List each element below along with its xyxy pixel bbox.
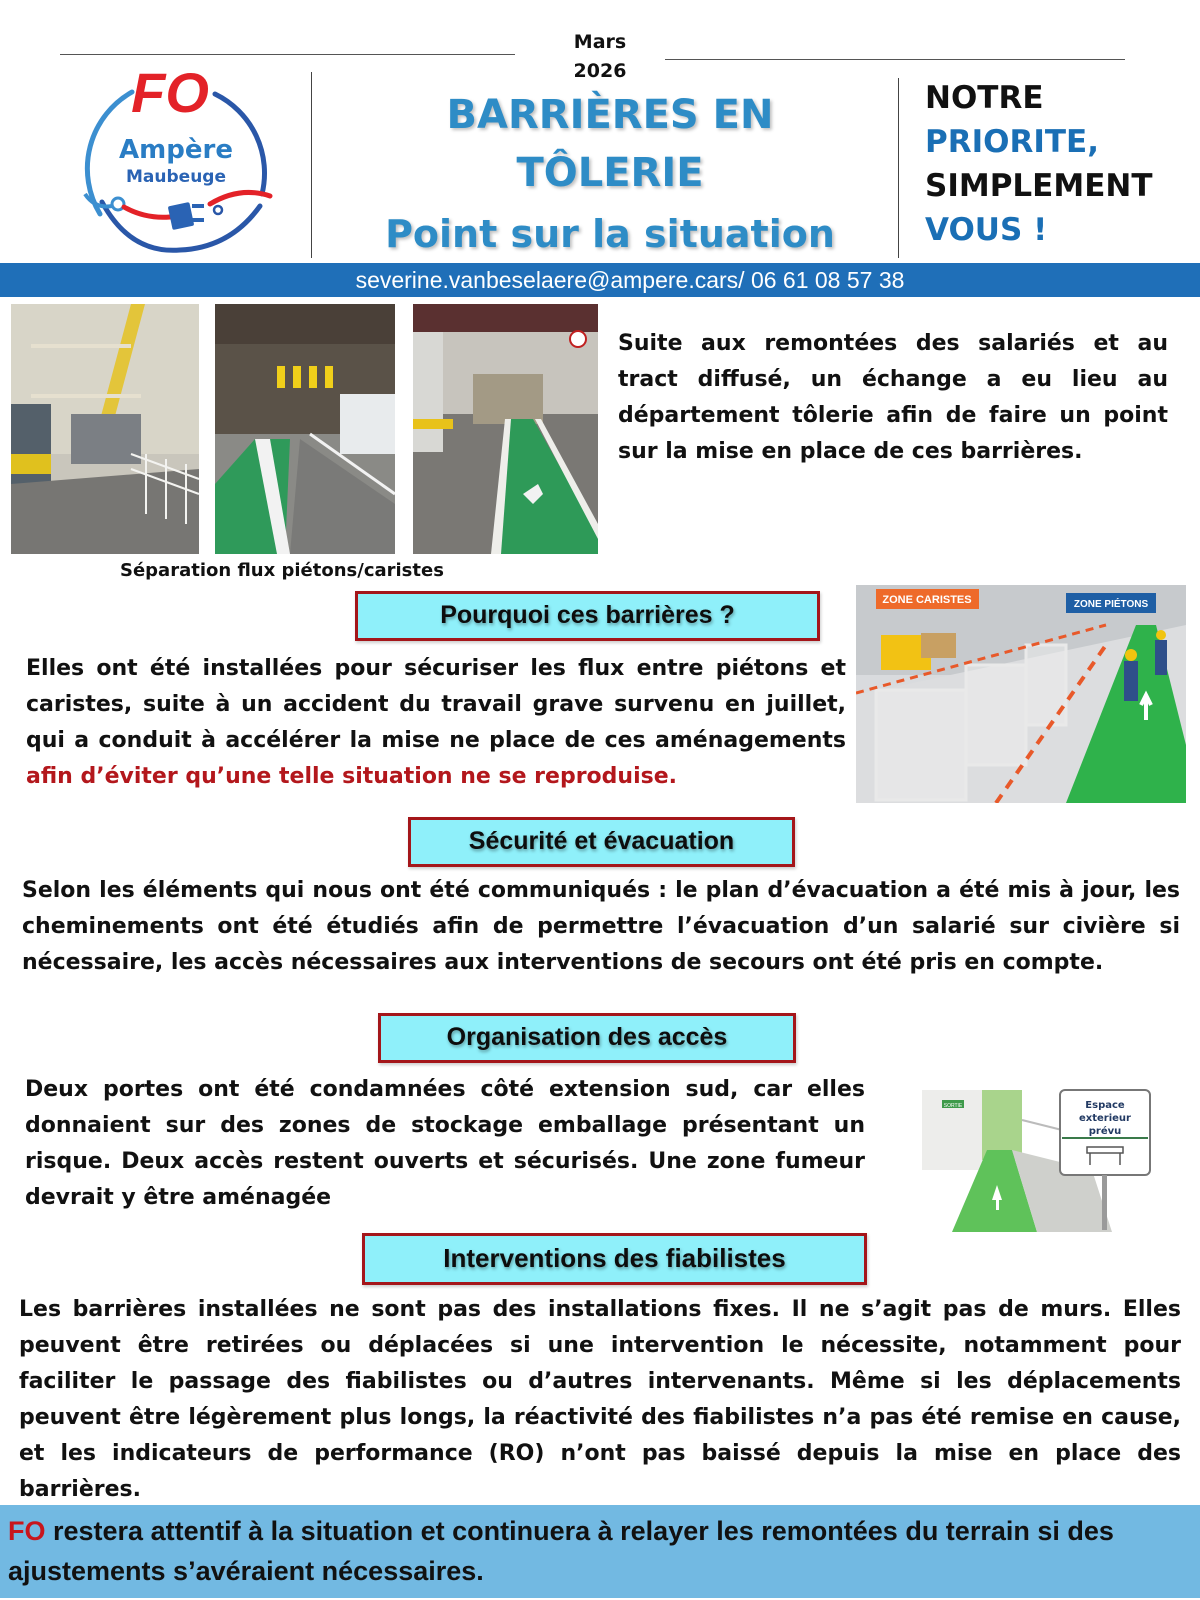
illustration-zones xyxy=(856,585,1186,803)
intro-text: Suite aux remontées des salariés et au tract diffusé, un échange a eu lieu au département tôlerie afin de faire un point sur la mise en place de ces barrières. xyxy=(618,331,1168,464)
heading-pourquoi xyxy=(355,591,820,641)
exit-sign-label: SORTIE xyxy=(943,1103,963,1109)
tagline-line-1: NOTRE xyxy=(925,80,1044,116)
tagline-line-2: PRIORITE, xyxy=(925,124,1099,160)
heading-fiabilistes-label: Interventions des fiabilistes xyxy=(443,1243,786,1273)
photo-factory-floor xyxy=(11,304,199,554)
photo-walkway-pedestrian-symbol xyxy=(413,304,598,554)
section-pourquoi-highlight: afin d’éviter qu’une telle situation ne se reproduise. xyxy=(26,764,677,789)
logo-icon xyxy=(70,64,280,254)
heading-acces-label: Organisation des accès xyxy=(446,1023,728,1051)
label-zone-pietons: ZONE PIÉTONS xyxy=(1073,599,1149,610)
section-securite-body xyxy=(22,873,1180,981)
header-divider-right xyxy=(898,78,899,258)
title-line-1: BARRIÈRES EN xyxy=(446,92,774,138)
section-acces-text: Deux portes ont été condamnées côté extension sud, car elles donnaient sur des zones de stockage emballage présentant un risque. Deux accès restent ouverts et sécurisés. Une zone fumeur devrait y être aménagée xyxy=(25,1077,865,1210)
heading-securite xyxy=(408,817,795,867)
footer-brand: FO xyxy=(8,1516,46,1546)
svg-text:Espace: Espace xyxy=(1085,1100,1125,1111)
title-line-2: TÔLERIE xyxy=(516,150,704,196)
section-securite-text: Selon les éléments qui nous ont été communiqués : le plan d’évacuation a été mis à jour, les cheminements ont été étudiés afin de permettre l’évacuation d’un salarié sur civière si nécessaire, les accès nécessaires aux interventions de secours ont été pris en compte. xyxy=(22,878,1180,975)
date-year: 2026 xyxy=(573,60,627,82)
photo-green-walkway xyxy=(215,304,395,554)
contact-bar xyxy=(0,263,1200,297)
photos-caption: Séparation flux piétons/caristes xyxy=(120,560,444,581)
tagline-line-3: SIMPLEMENT xyxy=(925,168,1153,204)
section-pourquoi-body xyxy=(26,651,846,795)
label-zone-caristes: ZONE CARISTES xyxy=(882,594,972,606)
fo-ampere-logo xyxy=(70,64,280,254)
heading-pourquoi-label: Pourquoi ces barrières ? xyxy=(440,601,735,629)
tagline xyxy=(925,76,1152,252)
header-rule-right xyxy=(665,59,1125,60)
issue-date xyxy=(560,28,640,86)
contact-info[interactable]: severine.vanbeselaere@ampere.cars/ 06 61 08 57 38 xyxy=(355,267,905,293)
footer-text: restera attentif à la situation et continuera à relayer les remontées du terrain si des ajustements s’avéraient nécessaires. xyxy=(8,1516,1114,1586)
svg-text:Maubeuge: Maubeuge xyxy=(126,167,226,187)
illustration-exterior-space xyxy=(912,1080,1177,1232)
svg-text:prévu: prévu xyxy=(1088,1126,1122,1137)
date-month: Mars xyxy=(573,31,627,53)
page-title xyxy=(330,86,890,266)
section-pourquoi-text: Elles ont été installées pour sécuriser les flux entre piétons et caristes, suite à un accident du travail grave survenu en juillet, qui a conduit à accélérer la mise ne place de ces aménagements xyxy=(26,656,846,753)
heading-acces xyxy=(378,1013,796,1063)
section-fiabilistes-body xyxy=(19,1292,1181,1508)
header-divider-left xyxy=(311,72,312,258)
svg-text:FO: FO xyxy=(131,64,209,124)
header-rule-left xyxy=(60,54,515,55)
footer-banner xyxy=(0,1505,1200,1598)
svg-text:Ampère: Ampère xyxy=(119,135,233,165)
svg-text:exterieur: exterieur xyxy=(1079,1113,1131,1124)
heading-fiabilistes xyxy=(362,1233,867,1285)
tagline-line-4: VOUS ! xyxy=(925,212,1048,248)
title-line-3: Point sur la situation xyxy=(385,212,835,256)
heading-securite-label: Sécurité et évacuation xyxy=(468,827,735,855)
section-acces-body xyxy=(25,1072,865,1216)
section-fiabilistes-text: Les barrières installées ne sont pas des installations fixes. Il ne s’agit pas de murs. Elles peuvent être retirées ou déplacées si une intervention le nécessite, notamment pour faciliter le passage des fiabilistes ou d’autres intervenants. Même si les déplacements peuvent être légèrement plus longs, la réactivité des fiabilistes n’a pas été remise en cause, et les indicateurs de performance (RO) n’ont pas baissé depuis la mise en place des barrières. xyxy=(19,1297,1181,1502)
